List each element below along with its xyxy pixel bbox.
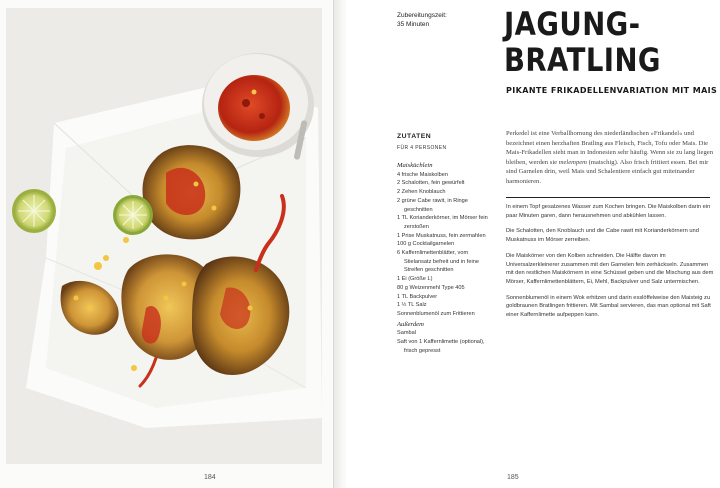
- food-photo: [6, 8, 322, 464]
- ingredient-item: 6 Kaffernlimettenblätter, vom Stielansatz befreit und in feine Streifen geschnitten: [397, 250, 479, 274]
- ingredients-list: [397, 162, 497, 355]
- ingredient-item: Saft von 1 Kaffernlimette (optional), frisch gepresst: [397, 339, 485, 354]
- page-number-right: 185: [507, 474, 519, 481]
- recipe-title: [504, 6, 661, 78]
- ingredient-item: 1 TL Backpulver: [397, 293, 438, 300]
- method-step: Die Maiskörner von den Kolben schneiden. Die Hälfte davon im Universalzerkleinerer zusammen mit den Garnelen fein zerhäckseln. Zusammen mit den restlichen Maiskörnern in eine Schüssel geben und die Mischung aus dem Mörser, Kaffernlimettenblättern, Ei, Mehl, Backpulver und Salz untermischen.: [506, 252, 714, 285]
- ingredients-section-title: Außerdem: [397, 320, 424, 328]
- prep-time-label: Zubereitungszeit:: [397, 12, 447, 19]
- ingredient-item: 4 frische Maiskolben: [397, 171, 448, 178]
- ingredient-item: 1 Prise Muskatnuss, fein zermahlen: [397, 232, 486, 239]
- recipe-subtitle: PIKANTE FRIKADELLENVARIATION MIT MAIS: [506, 86, 718, 95]
- ingredient-item: 1 TL Korianderkörner, im Mörser fein zerstoßen: [397, 215, 488, 230]
- intro-text: Perkedel ist eine Verballhornung des niederländischen »Frikandel« und bezeichnet einen herzhaften Bratling aus Fleisch, Fisch, Tofu oder Mais. Die Mais-Frikadellen sieht man in Indonesien sehr häufig. Wenn sie zu lang liegen bleiben, werden sie melempem (matschig). Also frisch frittiert essen. Bei mir sind Garnelen drin, weil Mais und Schalentiere einfach gut miteinander harmonieren.: [506, 130, 713, 185]
- ingredient-item: 1 ½ TL Salz: [397, 302, 427, 309]
- ingredients-heading: ZUTATEN: [397, 133, 432, 140]
- page-number-left: 184: [204, 474, 216, 481]
- servings: FÜR 4 PERSONEN: [397, 145, 447, 151]
- prep-time: [397, 11, 447, 29]
- left-page: [0, 0, 334, 488]
- title-line-1: JAGUNG-: [504, 5, 641, 43]
- ingredient-item: 100 g Cocktailgarnelen: [397, 241, 455, 248]
- ingredient-item: 80 g Weizenmehl Type 405: [397, 284, 465, 291]
- ingredients-section-title: Maisküchlein: [397, 162, 433, 169]
- ingredient-item: 2 grüne Cabe rawit, in Ringe geschnitten: [397, 197, 468, 213]
- method-step: Die Schalotten, den Knoblauch und die Cabe rawit mit Korianderkörnern und Muskatnuss im Mörser zerreiben.: [506, 228, 699, 244]
- method-steps: [506, 203, 714, 327]
- corn-fritters-photo: [6, 8, 322, 464]
- method-step: In einem Topf gesalzenes Wasser zum Kochen bringen. Die Maiskolben darin ein paar Minuten garen, dann herausnehmen und abkühlen lassen.: [506, 204, 711, 219]
- prep-time-value: 35 Minuten: [397, 21, 430, 28]
- ingredient-item: 2 Schalotten, fein gewürfelt: [397, 180, 465, 187]
- ingredient-item: 2 Zehen Knoblauch: [397, 189, 446, 196]
- ingredient-item: Sambal: [397, 330, 416, 337]
- ingredient-item: Sonnenblumenöl zum Frittieren: [397, 310, 475, 317]
- divider-rule: [506, 197, 710, 198]
- ingredient-item: 1 Ei (Größe L): [397, 276, 433, 283]
- method-step: Sonnenblumenöl in einem Wok erhitzen und darin esslöffelweise den Maisteig zu goldbraunen Bratlingen frittieren. Mit Sambal servieren, das man optional mit Saft einer Kaffernlimette aufpeppen kann.: [506, 294, 711, 319]
- title-line-2: BRATLING: [504, 41, 661, 79]
- gutter-shadow: [334, 0, 356, 488]
